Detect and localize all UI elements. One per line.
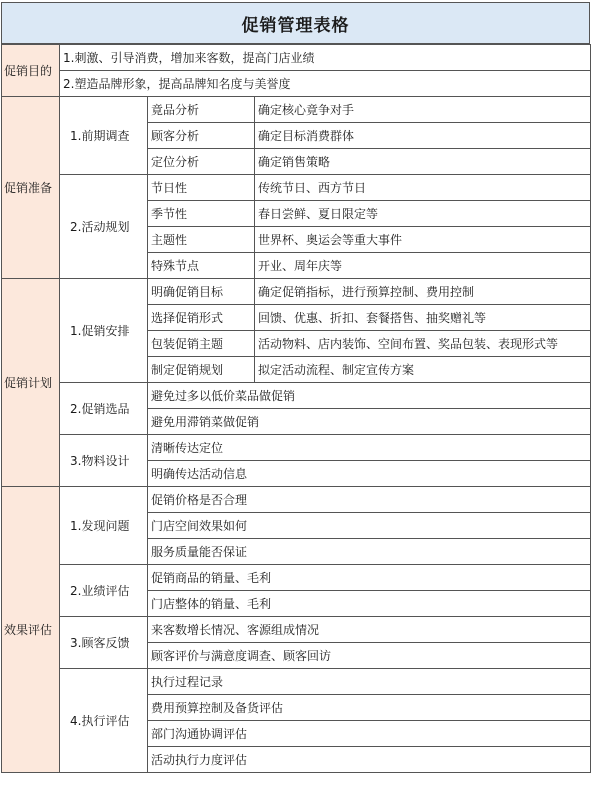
row-value: 活动物料、店内装饰、空间布置、奖品包装、表现形式等 [255, 331, 591, 357]
row-value: 春日尝鲜、夏日限定等 [255, 201, 591, 227]
group-item: 部门沟通协调评估 [148, 721, 591, 747]
group-name: 2.活动规划 [60, 175, 148, 279]
table-row [2, 487, 591, 513]
group-item: 避免用滞销菜做促销 [148, 409, 591, 435]
group-name: 3.物料设计 [60, 435, 148, 487]
row-key: 竟品分析 [148, 97, 255, 123]
group-item: 避免过多以低价菜品做促销 [148, 383, 591, 409]
group-item: 服务质量能否保证 [148, 539, 591, 565]
purpose-item: 1.刺激、引导消费，增加来客数，提高门店业绩 [60, 45, 591, 71]
row-value: 拟定活动流程、制定宣传方案 [255, 357, 591, 383]
table-row [2, 71, 591, 97]
row-value: 确定目标消费群体 [255, 123, 591, 149]
group-item: 门店整体的销量、毛利 [148, 591, 591, 617]
row-key: 选择促销形式 [148, 305, 255, 331]
row-value: 确定核心竟争对手 [255, 97, 591, 123]
table-row [2, 175, 591, 201]
group-name: 1.促销安排 [60, 279, 148, 383]
row-key: 定位分析 [148, 149, 255, 175]
group-item: 明确传达活动信息 [148, 461, 591, 487]
row-value: 确定销售策略 [255, 149, 591, 175]
group-name: 2.业绩评估 [60, 565, 148, 617]
section-label-prep: 促销准备 [2, 97, 60, 279]
group-name: 1.前期调查 [60, 97, 148, 175]
group-item: 活动执行力度评估 [148, 747, 591, 773]
group-item: 门店空间效果如何 [148, 513, 591, 539]
group-name: 2.促销选品 [60, 383, 148, 435]
row-key: 特殊节点 [148, 253, 255, 279]
row-value: 确定促销指标，进行预算控制、费用控制 [255, 279, 591, 305]
section-label-purpose: 促销目的 [2, 45, 60, 97]
group-item: 执行过程记录 [148, 669, 591, 695]
section-label-plan: 促销计划 [2, 279, 60, 487]
row-key: 包装促销主题 [148, 331, 255, 357]
row-key: 顾客分析 [148, 123, 255, 149]
group-item: 顾客评价与满意度调查、顾客回访 [148, 643, 591, 669]
group-item: 促销商品的销量、毛利 [148, 565, 591, 591]
table-row [2, 45, 591, 71]
row-key: 明确促销目标 [148, 279, 255, 305]
row-key: 制定促销规划 [148, 357, 255, 383]
group-name: 1.发现问题 [60, 487, 148, 565]
row-value: 开业、周年庆等 [255, 253, 591, 279]
promotion-sheet [1, 2, 590, 773]
row-value: 传统节日、西方节日 [255, 175, 591, 201]
table-row [2, 565, 591, 591]
sheet-title: 促销管理表格 [1, 2, 590, 44]
row-key: 节日性 [148, 175, 255, 201]
row-value: 回馈、优惠、折扣、套餐搭售、抽奖赠礼等 [255, 305, 591, 331]
table-row [2, 279, 591, 305]
group-item: 费用预算控制及备货评估 [148, 695, 591, 721]
table-row [2, 97, 591, 123]
group-item: 促销价格是否合理 [148, 487, 591, 513]
group-item: 来客数增长情况、客源组成情况 [148, 617, 591, 643]
row-key: 主题性 [148, 227, 255, 253]
group-name: 3.顾客反馈 [60, 617, 148, 669]
table-row [2, 669, 591, 695]
row-value: 世界杯、奥运会等重大事件 [255, 227, 591, 253]
group-item: 清晰传达定位 [148, 435, 591, 461]
table-row [2, 383, 591, 409]
promotion-table [1, 44, 591, 773]
row-key: 季节性 [148, 201, 255, 227]
table-row [2, 617, 591, 643]
group-name: 4.执行评估 [60, 669, 148, 773]
table-row [2, 435, 591, 461]
section-label-eval: 效果评估 [2, 487, 60, 773]
purpose-item: 2.塑造品牌形象，提高品牌知名度与美誉度 [60, 71, 591, 97]
